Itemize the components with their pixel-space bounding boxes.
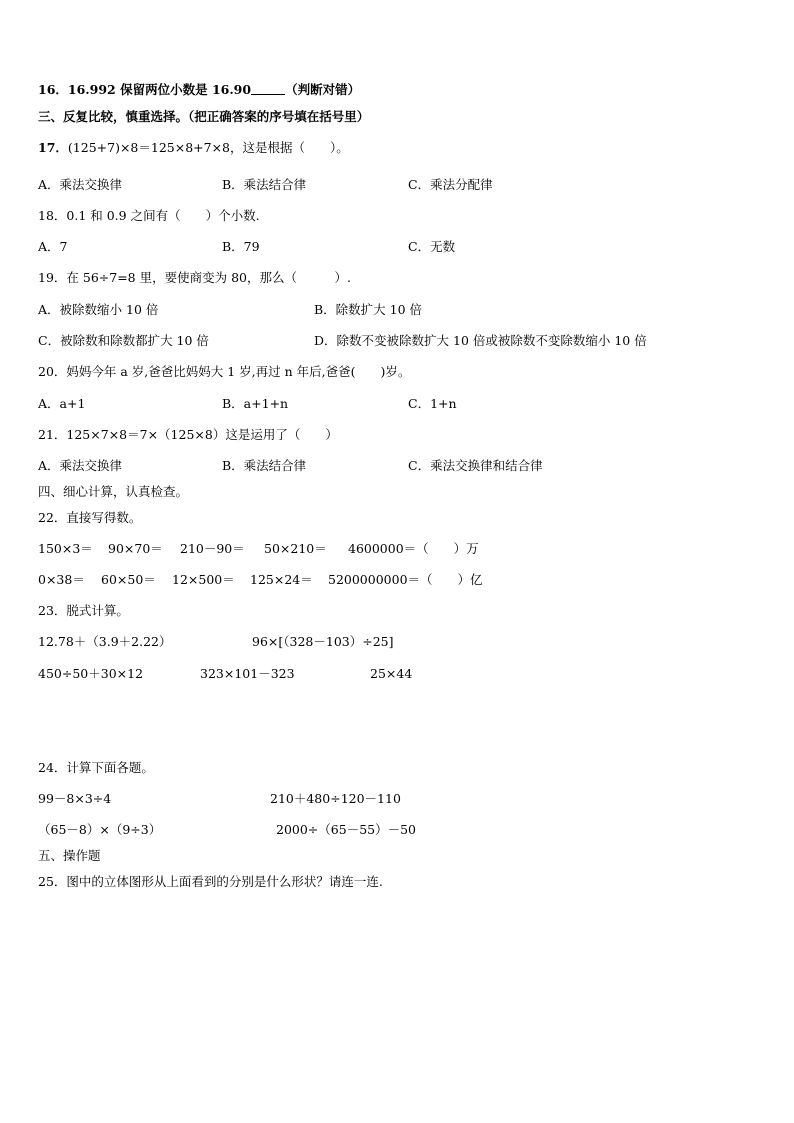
q22-item: 0×38＝ <box>38 572 85 587</box>
question-25-stem: 25．图中的立体图形从上面看到的分别是什么形状？请连一连. <box>38 874 383 889</box>
q24-item: 99－8×3÷4 <box>38 791 112 806</box>
question-19-option-d[interactable]: D．除数不变被除数扩大 10 倍或被除数不变除数缩小 10 倍 <box>314 333 647 348</box>
question-23-stem: 23．脱式计算。 <box>38 603 129 618</box>
question-17-option-b[interactable]: B．乘法结合律 <box>222 177 307 192</box>
question-17-option-a[interactable]: A．乘法交换律 <box>38 177 123 192</box>
question-24-stem: 24．计算下面各题。 <box>38 760 154 775</box>
q22-item: 12×500＝ <box>172 572 235 587</box>
q22-item: 5200000000＝（ ）亿 <box>328 572 483 587</box>
question-17 <box>38 140 349 156</box>
q24-item: （65－8）×（9÷3） <box>38 822 162 837</box>
q22-item: 4600000＝（ ）万 <box>348 541 479 556</box>
question-19-stem: 19．在 56÷7=8 里，要使商变为 80，那么（ ）. <box>38 270 351 285</box>
question-20-option-a[interactable]: A．a+1 <box>38 396 86 411</box>
question-19-option-b[interactable]: B．除数扩大 10 倍 <box>314 302 423 317</box>
question-19-option-c[interactable]: C．被除数和除数都扩大 10 倍 <box>38 333 209 348</box>
q22-item: 150×3＝ <box>38 541 93 556</box>
question-17-option-c[interactable]: C．乘法分配律 <box>408 177 493 192</box>
q24-item: 2000÷（65－55）－50 <box>276 822 417 837</box>
q22-item: 90×70＝ <box>108 541 163 556</box>
question-16-tail: （判断对错） <box>285 82 361 97</box>
question-18-option-a[interactable]: A．7 <box>38 239 68 254</box>
question-20-option-b[interactable]: B．a+1+n <box>222 396 289 411</box>
q23-item: 323×101－323 <box>200 666 295 681</box>
q22-item: 60×50＝ <box>101 572 156 587</box>
question-21-option-a[interactable]: A．乘法交换律 <box>38 458 123 473</box>
question-16-text: 16．16.992 保留两位小数是 16.90 <box>38 82 252 97</box>
question-21-option-c[interactable]: C．乘法交换律和结合律 <box>408 458 543 473</box>
question-16 <box>38 82 360 98</box>
question-21-stem: 21．125×7×8＝7×（125×8）这是运用了（ ） <box>38 427 338 442</box>
q23-item: 25×44 <box>370 666 413 681</box>
section-4-title: 四、细心计算，认真检查。 <box>38 484 189 499</box>
question-19-option-a[interactable]: A．被除数缩小 10 倍 <box>38 302 159 317</box>
question-22-stem: 22．直接写得数。 <box>38 510 142 525</box>
question-17-tail: ，这是根据（ ）。 <box>230 140 349 155</box>
question-18-option-b[interactable]: B．79 <box>222 239 260 254</box>
question-18-stem: 18．0.1 和 0.9 之间有（ ）个小数. <box>38 208 260 223</box>
q24-item: 210＋480÷120－110 <box>270 791 401 806</box>
question-18-option-c[interactable]: C．无数 <box>408 239 456 254</box>
question-20-stem: 20．妈妈今年 a 岁,爸爸比妈妈大 1 岁,再过 n 年后,爸爸( )岁。 <box>38 364 411 379</box>
answer-blank[interactable] <box>251 82 285 95</box>
section-3-title: 三、反复比较，慎重选择。（把正确答案的序号填在括号里） <box>38 109 370 124</box>
q22-item: 210－90＝ <box>180 541 245 556</box>
q23-item: 12.78＋（3.9＋2.22） <box>38 634 172 649</box>
section-5-title: 五、操作题 <box>38 848 101 863</box>
q22-item: 50×210＝ <box>264 541 327 556</box>
q22-item: 125×24＝ <box>250 572 313 587</box>
q23-item: 450÷50＋30×12 <box>38 666 144 681</box>
q23-item: 96×[（328－103）÷25] <box>252 634 394 649</box>
question-21-option-b[interactable]: B．乘法结合律 <box>222 458 307 473</box>
question-17-formula: (125+7)×8＝125×8+7×8 <box>67 140 231 155</box>
question-20-option-c[interactable]: C．1+n <box>408 396 457 411</box>
question-17-number: 17． <box>38 140 68 155</box>
